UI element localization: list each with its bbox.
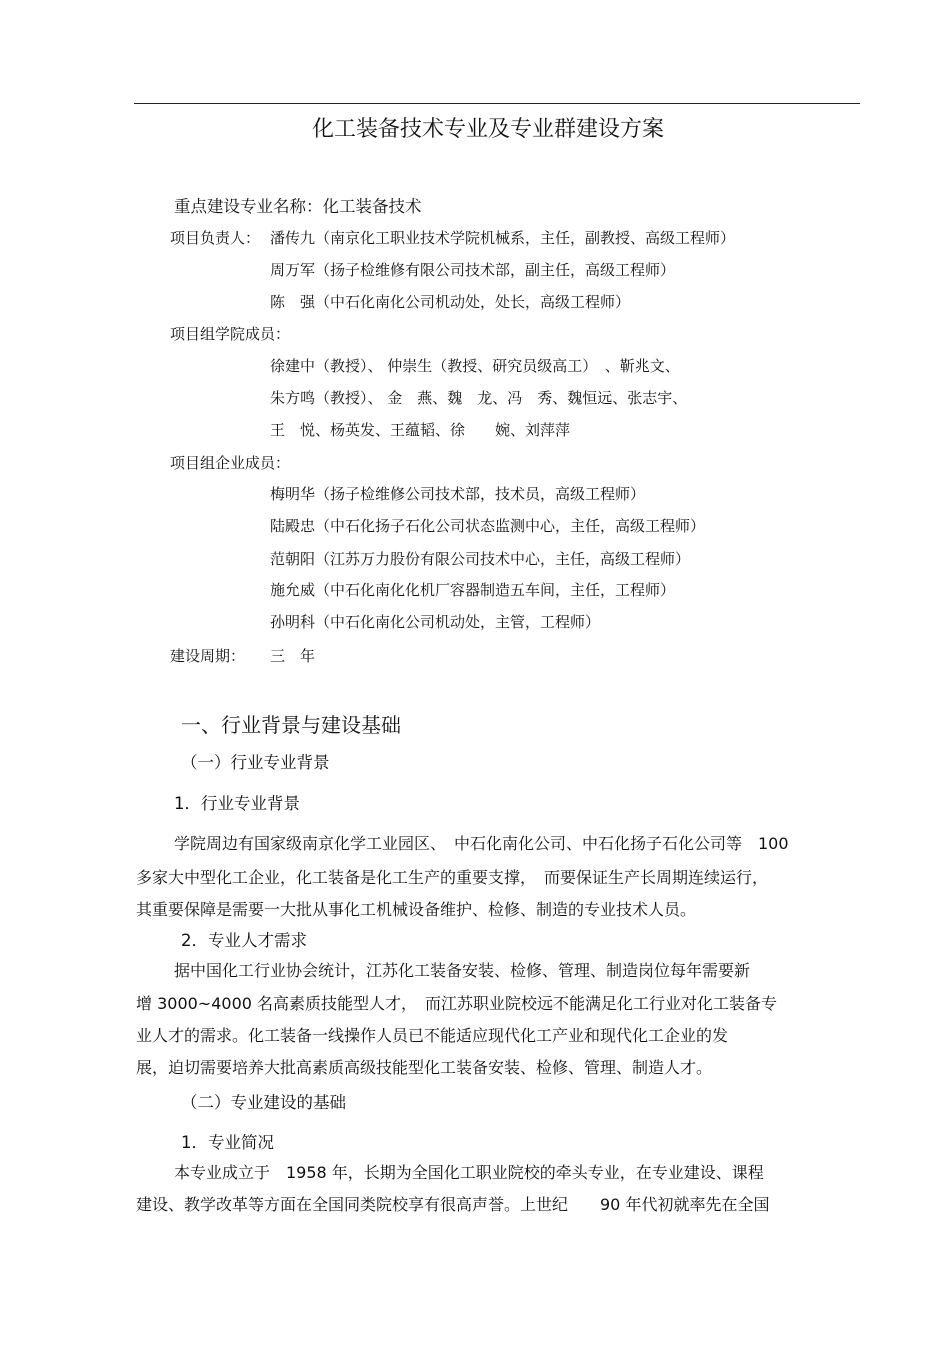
paragraph-line: 据中国化工行业协会统计，江苏化工装备安装、检修、管理、制造岗位每年需要新 xyxy=(174,961,751,980)
college-member-line: 徐建中（教授）、 仲崇生（教授、研究员级高工） 、靳兆文、 xyxy=(270,357,680,375)
period-value: 三 年 xyxy=(270,647,316,665)
paragraph-line: 建设、教学改革等方面在全国同类院校享有很高声誉。上世纪 90 年代初就率先在全国 xyxy=(136,1195,770,1214)
enterprise-member-line: 施允威（中石化南化化机厂容器制造五车间，主任，工程师） xyxy=(270,581,676,599)
paragraph-line: 增 3000~4000 名高素质技能型人才， 而江苏职业院校远不能满足化工行业对化工装备专 xyxy=(136,994,778,1013)
enterprise-member-line: 梅明华（扬子检维修公司技术部，技术员，高级工程师） xyxy=(270,485,646,503)
paragraph-line: 业人才的需求。化工装备一线操作人员已不能适应现代化工产业和现代化工企业的发 xyxy=(136,1026,729,1045)
paragraph-line: 学院周边有国家级南京化学工业园区、 中石化南化公司、中石化扬子石化公司等 100 xyxy=(174,834,789,853)
paragraph-line: 本专业成立于 1958 年，长期为全国化工职业院校的牵头专业，在专业建设、课程 xyxy=(174,1163,764,1182)
paragraph-line: 多家大中型化工企业，化工装备是化工生产的重要支撑， 而要保证生产长周期连续运行， xyxy=(136,868,769,887)
leader-line: 陈 强（中石化南化公司机动处，处长，高级工程师） xyxy=(270,293,631,311)
college-member-line: 王 悦、杨英发、王蕴韬、徐 婉、刘萍萍 xyxy=(270,421,571,439)
subsection-heading: （一）行业专业背景 xyxy=(181,753,330,772)
paragraph-line: 其重要保障是需要一大批从事化工机械设备维护、检修、制造的专业技术人员。 xyxy=(136,900,697,919)
enterprise-members-label: 项目组企业成员： xyxy=(170,454,291,472)
key-major-line: 重点建设专业名称：化工装备技术 xyxy=(174,197,422,216)
enterprise-member-line: 孙明科（中石化南化公司机动处，主管，工程师） xyxy=(270,613,601,631)
leader-line: 潘传九（南京化工职业技术学院机械系，主任，副教授、高级工程师） xyxy=(270,229,736,247)
subsection-heading: （二）专业建设的基础 xyxy=(181,1093,346,1112)
item-heading: 2．专业人才需求 xyxy=(181,931,307,950)
period-label: 建设周期： xyxy=(170,647,246,665)
document-title: 化工装备技术专业及专业群建设方案 xyxy=(311,117,664,142)
paragraph-line: 展，迫切需要培养大批高素质高级技能型化工装备安装、检修、管理、制造人才。 xyxy=(136,1058,713,1077)
item-heading: 1．专业简况 xyxy=(181,1133,274,1152)
leader-line: 周万军（扬子检维修有限公司技术部，副主任，高级工程师） xyxy=(270,261,676,279)
enterprise-member-line: 范朝阳（江苏万力股份有限公司技术中心，主任，高级工程师） xyxy=(270,550,691,568)
header-rule xyxy=(134,103,860,104)
enterprise-member-line: 陆殿忠（中石化扬子石化公司状态监测中心，主任，高级工程师） xyxy=(270,517,706,535)
section-heading: 一、行业背景与建设基础 xyxy=(181,713,401,737)
leader-label: 项目负责人： xyxy=(170,229,261,247)
college-members-label: 项目组学院成员： xyxy=(170,325,291,343)
item-heading: 1．行业专业背景 xyxy=(174,794,300,813)
college-member-line: 朱方鸣（教授）、 金 燕、魏 龙、冯 秀、魏恒远、张志宇、 xyxy=(270,389,688,407)
